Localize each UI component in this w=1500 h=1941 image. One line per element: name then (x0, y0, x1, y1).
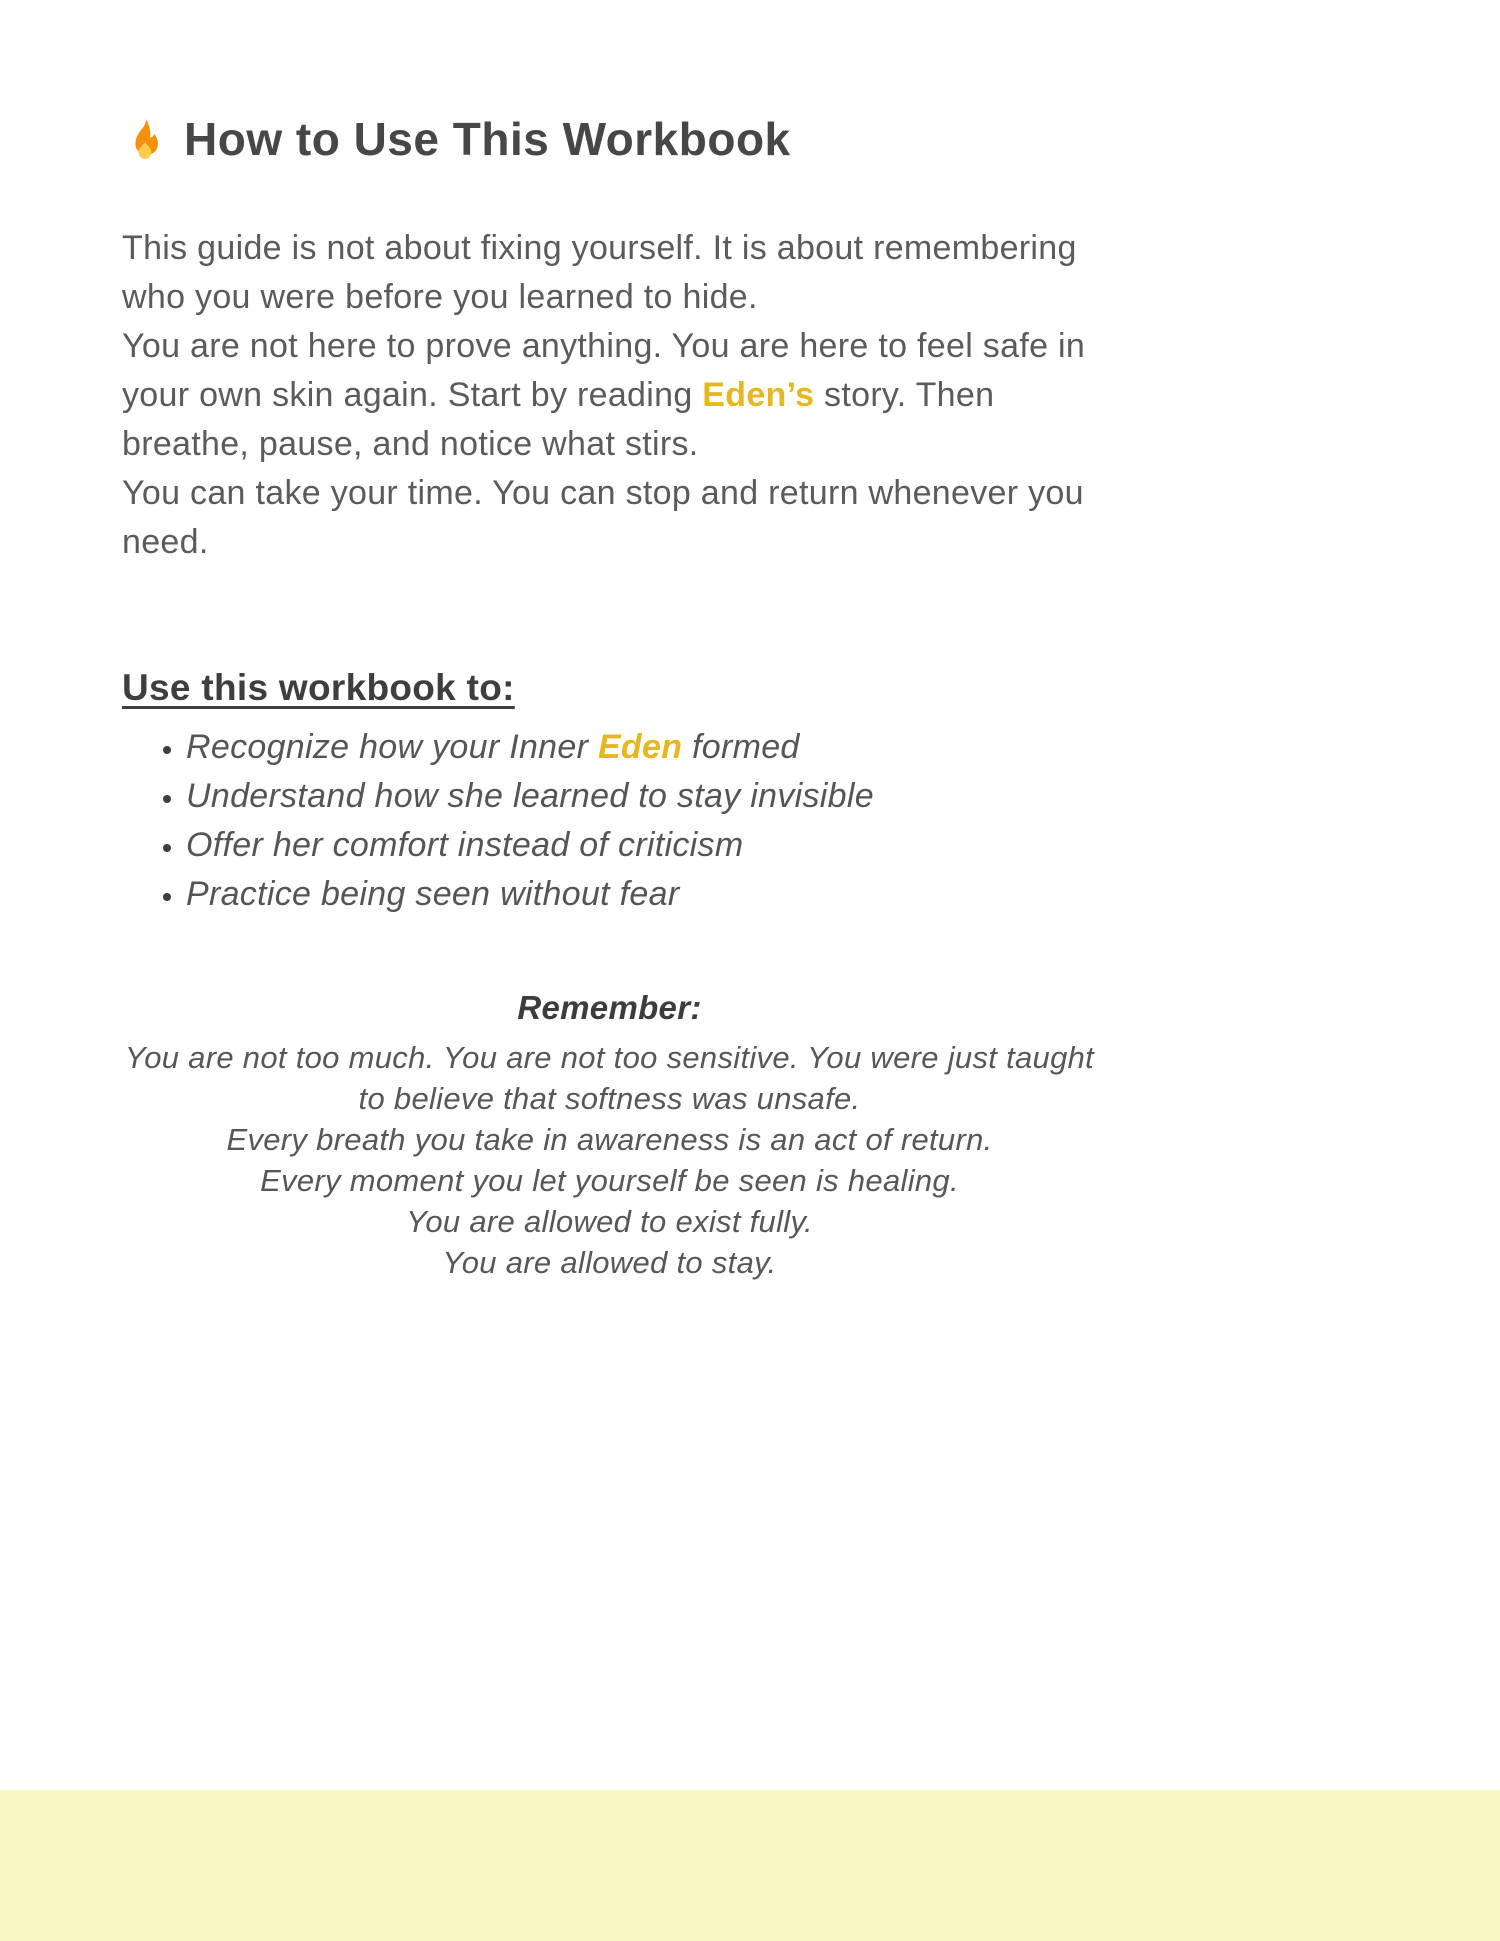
list-item: • Practice being seen without fear (186, 870, 1097, 919)
remember-line: You are allowed to stay. (442, 1245, 777, 1280)
usage-heading: Use this workbook to: (122, 667, 515, 708)
remember-line: Every moment you let yourself be seen is healing. (260, 1163, 959, 1198)
intro-paragraph-3: You can take your time. You can stop and return whenever you need. (122, 474, 1084, 561)
page-title (122, 112, 1097, 166)
intro-paragraph-2-before: You are not here to prove anything. You are here to feel safe in your own skin again. Start by reading (122, 327, 1086, 414)
bullet-1-before: Recognize how your Inner (186, 728, 598, 766)
page-title-text: How to Use This Workbook (184, 113, 791, 165)
bottom-yellow-band (0, 1790, 1500, 1941)
page-content (122, 112, 1097, 1283)
remember-line: You are not too much. You are not too sensitive. You were just taught to believe that softness was unsafe. (124, 1040, 1095, 1116)
bullet-1-after: formed (682, 728, 800, 766)
list-item: • Understand how she learned to stay invisible (186, 772, 1097, 821)
intro-paragraph-2 (122, 322, 1097, 469)
usage-bullet-list (122, 723, 1097, 919)
remember-heading: Remember: (517, 989, 702, 1026)
eden-accent: Eden’s (702, 376, 815, 414)
intro-paragraph-2-after: story. Then breathe, pause, and notice what stirs. (122, 376, 995, 463)
remember-section (122, 989, 1097, 1283)
usage-section (122, 667, 1097, 919)
fire-icon (122, 116, 168, 162)
remember-line: Every breath you take in awareness is an act of return. (226, 1122, 993, 1157)
eden-accent: Eden (597, 728, 683, 766)
intro-section (122, 224, 1097, 567)
list-item (186, 723, 1097, 772)
list-item: • Offer her comfort instead of criticism (186, 821, 1097, 870)
intro-paragraph-1: This guide is not about fixing yourself. It is about remembering who you were before you learned to hide. (122, 229, 1077, 316)
remember-line: You are allowed to exist fully. (406, 1204, 813, 1239)
